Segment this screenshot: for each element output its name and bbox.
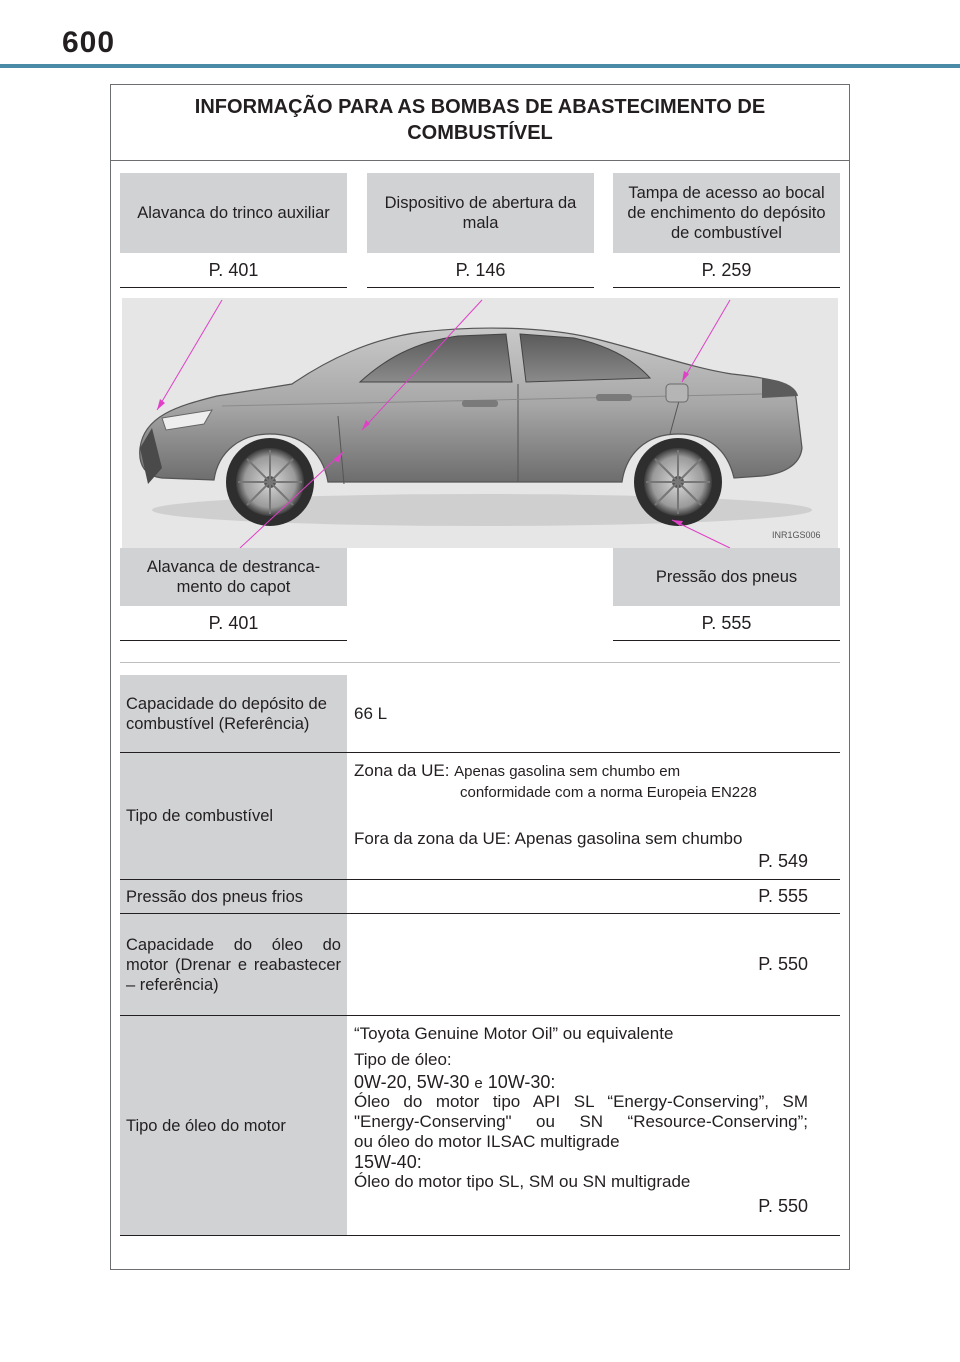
car-illustration	[122, 298, 838, 548]
fuel-eu-text1: Apenas gasolina sem chumbo em	[454, 763, 681, 780]
ref-trunk-opener[interactable]: P. 146	[367, 253, 594, 288]
spec-row-oil-capacity	[120, 914, 840, 1016]
oil-line-5: "Energy-Conserving" ou SN “Resource-Conserving”;	[354, 1112, 808, 1131]
ref-cold-tire-pressure[interactable]: P. 555	[758, 886, 808, 906]
spec-value-oil-capacity	[354, 914, 808, 1015]
fuel-eu-text2: conformidade com a norma Europeia EN228	[460, 784, 757, 801]
label-fuel-filler-door: Tampa de acesso ao bocal de enchimento do depósito de combustível	[613, 173, 840, 253]
oil-line-3	[354, 1072, 555, 1094]
section-title	[110, 94, 850, 146]
ref-tire-pressure[interactable]: P. 555	[613, 606, 840, 641]
oil-line-7: 15W-40:	[354, 1152, 422, 1172]
oil-grade-1: 0W-20, 5W-30	[354, 1072, 475, 1092]
page-number: 600	[62, 26, 116, 59]
oil-line-2: Tipo de óleo:	[354, 1050, 452, 1069]
fuel-non-eu: Fora da zona da UE: Apenas gasolina sem chumbo	[354, 829, 743, 848]
spec-value-fuel-type	[354, 753, 808, 879]
fuel-eu-prefix: Zona da UE:	[354, 761, 455, 780]
spec-table-top-divider	[120, 662, 840, 663]
spec-value-oil-type	[354, 1016, 808, 1235]
image-code: INR1GS006	[772, 530, 821, 540]
label-auxiliary-latch-lever: Alavanca do trinco auxiliar	[120, 173, 347, 253]
spec-row-fuel-capacity	[120, 675, 840, 753]
oil-grade-and: e	[474, 1075, 483, 1092]
ref-oil-type[interactable]: P. 550	[758, 1196, 808, 1216]
ref-fuel-type[interactable]: P. 549	[758, 851, 808, 871]
ref-fuel-filler-door[interactable]: P. 259	[613, 253, 840, 288]
label-tire-pressure: Pressão dos pneus	[613, 548, 840, 606]
spec-value-cold-tire-pressure	[354, 880, 808, 913]
ref-auxiliary-latch-lever[interactable]: P. 401	[120, 253, 347, 288]
oil-line-1: “Toyota Genuine Motor Oil” ou equivalente	[354, 1024, 674, 1043]
spec-label-fuel-type: Tipo de combustível	[120, 753, 347, 879]
ref-oil-capacity[interactable]: P. 550	[758, 954, 808, 974]
header-rule	[0, 64, 960, 68]
spec-row-cold-tire-pressure	[120, 880, 840, 914]
spec-row-fuel-type	[120, 753, 840, 880]
spec-label-oil-type: Tipo de óleo do motor	[120, 1016, 347, 1235]
section-title-line2: COMBUSTÍVEL	[407, 122, 553, 144]
ref-hood-lock-release-lever[interactable]: P. 401	[120, 606, 347, 641]
spec-value-fuel-capacity	[354, 675, 808, 752]
spec-label-oil-capacity: Capacidade do óleo do motor (Drenar e reabastecer – referência)	[120, 914, 347, 1015]
oil-line-6: ou óleo do motor ILSAC multigrade	[354, 1132, 620, 1151]
label-trunk-opener: Dispositivo de abertura da mala	[367, 173, 594, 253]
oil-grade-2: 10W-30:	[482, 1072, 556, 1092]
spec-row-oil-type	[120, 1016, 840, 1236]
fuel-capacity-value: 66 L	[354, 703, 388, 723]
spec-label-cold-tire-pressure: Pressão dos pneus frios	[120, 880, 347, 913]
spec-label-fuel-capacity: Capacidade do depósito de combustível (Referência)	[120, 675, 347, 752]
title-divider	[110, 160, 850, 161]
section-title-line1: INFORMAÇÃO PARA AS BOMBAS DE ABASTECIMENTO DE	[194, 96, 766, 118]
label-hood-lock-release-lever: Alavanca de destranca-mento do capot	[120, 548, 347, 606]
oil-line-4: Óleo do motor tipo API SL “Energy-Conserving”, SM	[354, 1092, 808, 1111]
oil-line-8: Óleo do motor tipo SL, SM ou SN multigrade	[354, 1172, 691, 1191]
